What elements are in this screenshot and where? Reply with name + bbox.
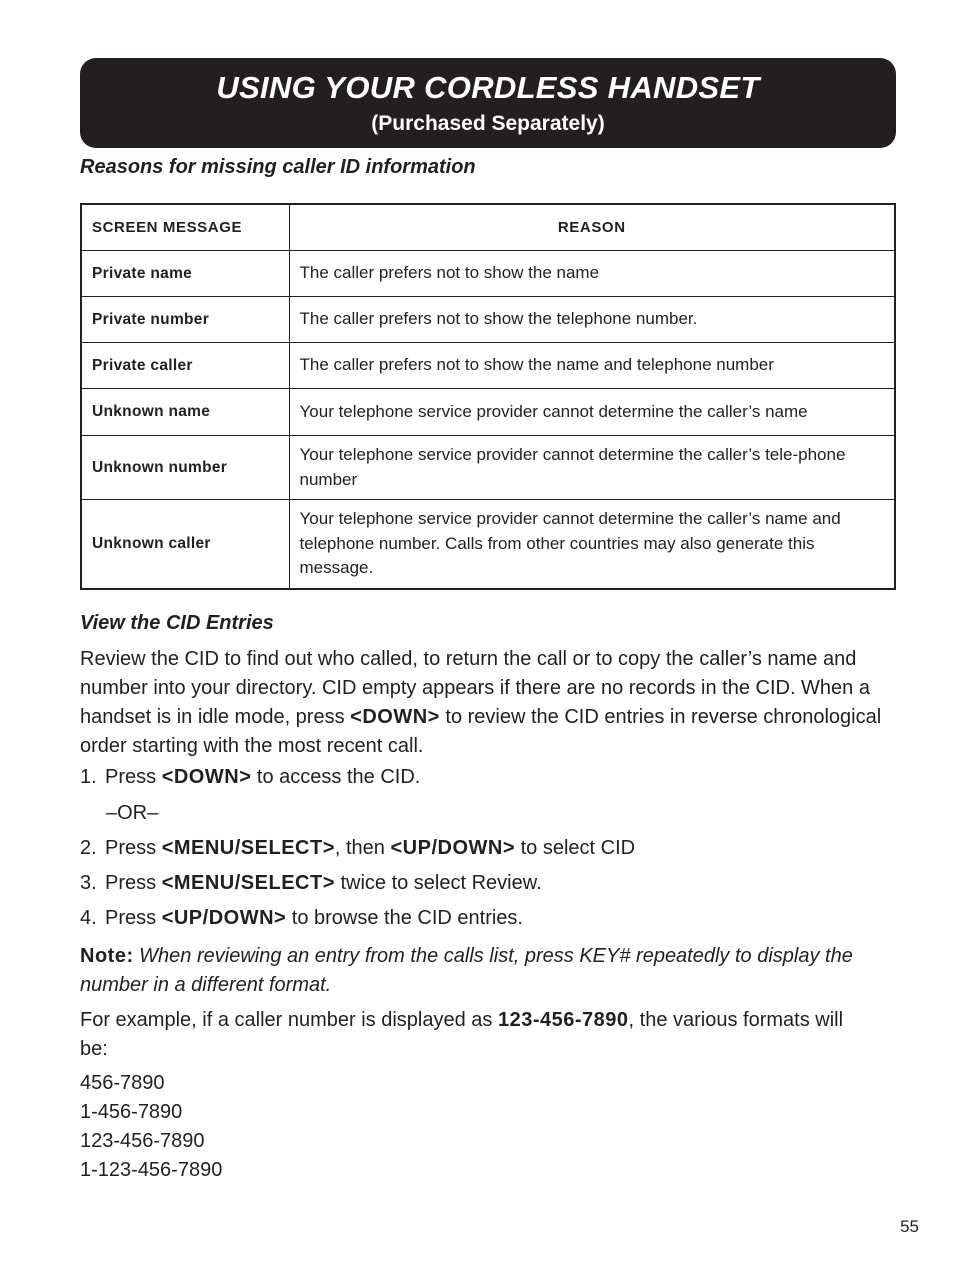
key-label: <MENU/SELECT> — [161, 872, 335, 894]
header-banner — [80, 58, 896, 148]
caller-id-reasons-table — [80, 203, 896, 590]
format-item: 456-7890 — [80, 1072, 165, 1094]
example-number: 123-456-7890 — [497, 1009, 629, 1031]
note-block — [80, 942, 880, 1000]
table-row — [81, 389, 895, 436]
table-cell-reason: The caller prefers not to show the name — [289, 251, 895, 297]
table-cell-message: Private number — [81, 297, 289, 343]
key-label: <UP/DOWN> — [390, 837, 516, 859]
table-row — [81, 436, 895, 500]
key-down: <DOWN> — [350, 706, 440, 728]
format-item: 1-456-7890 — [80, 1101, 183, 1123]
section-title-view-cid: View the CID Entries — [80, 612, 274, 634]
step-text: Press — [105, 837, 162, 859]
note-label: Note: — [80, 945, 134, 967]
step-number: 4. — [80, 907, 97, 929]
step-4 — [80, 907, 523, 930]
intro-text-cont: to review the CID entries in reverse chronological order starting with the most recent call. — [80, 706, 882, 757]
example-paragraph — [80, 1006, 870, 1064]
key-label: <DOWN> — [161, 766, 252, 788]
page-subtitle: (Purchased Separately) — [371, 112, 605, 135]
table-row — [81, 297, 895, 343]
note-text: When reviewing an entry from the calls list, press KEY# repeatedly to display the number in a different format. — [80, 945, 853, 996]
step-text: to access the CID. — [251, 766, 421, 788]
format-item: 1-123-456-7890 — [80, 1159, 223, 1181]
step-text: to select CID — [515, 837, 636, 859]
column-header-screen-message: SCREEN MESSAGE — [81, 204, 289, 251]
table-cell-message: Unknown caller — [81, 500, 289, 589]
table-row — [81, 500, 895, 589]
example-text: For example, if a caller number is displayed as — [80, 1009, 498, 1031]
key-label: <MENU/SELECT> — [161, 837, 335, 859]
table-cell-message: Private caller — [81, 343, 289, 389]
step-3 — [80, 872, 542, 895]
key-label: <UP/DOWN> — [161, 907, 287, 929]
table-cell-message: Unknown name — [81, 389, 289, 436]
step-text: , then — [334, 837, 391, 859]
step-2 — [80, 837, 635, 860]
step-number: 1. — [80, 766, 97, 788]
table-cell-reason: Your telephone service provider cannot determine the caller’s name — [289, 389, 895, 436]
table-row — [81, 343, 895, 389]
example-text-cont: , the various formats will be: — [80, 1009, 844, 1060]
format-item: 123-456-7890 — [80, 1130, 205, 1152]
intro-text: Review the CID to find out who called, to return the call or to copy the caller’s name and number into your directory. CID empty appears if there are no records in the CID. When a handset is in idle mode, press — [80, 648, 870, 728]
step-text: to browse the CID entries. — [286, 907, 523, 929]
table-cell-reason: The caller prefers not to show the telephone number. — [289, 297, 895, 343]
section-title-missing-cid: Reasons for missing caller ID information — [80, 156, 476, 178]
step-number: 2. — [80, 837, 97, 859]
table-row — [81, 251, 895, 297]
step-text: Press — [105, 872, 162, 894]
intro-paragraph — [80, 645, 900, 761]
table-header-row — [81, 204, 895, 251]
or-divider: –OR– — [106, 802, 159, 824]
column-header-reason: REASON — [289, 204, 895, 251]
table-cell-reason: The caller prefers not to show the name and telephone number — [289, 343, 895, 389]
step-text: Press — [105, 766, 162, 788]
page-number: 55 — [900, 1217, 919, 1236]
table-cell-message: Private name — [81, 251, 289, 297]
page-title: USING YOUR CORDLESS HANDSET — [216, 70, 760, 105]
step-1 — [80, 766, 420, 789]
table-cell-reason: Your telephone service provider cannot determine the caller’s tele-phone number — [289, 436, 895, 500]
step-text: twice to select Review. — [334, 872, 542, 894]
step-text: Press — [105, 907, 162, 929]
table-cell-reason: Your telephone service provider cannot determine the caller’s name and telephone number. Calls from other countries may also generate this message. — [289, 500, 895, 589]
table-cell-message: Unknown number — [81, 436, 289, 500]
step-number: 3. — [80, 872, 97, 894]
format-list — [80, 1069, 222, 1185]
